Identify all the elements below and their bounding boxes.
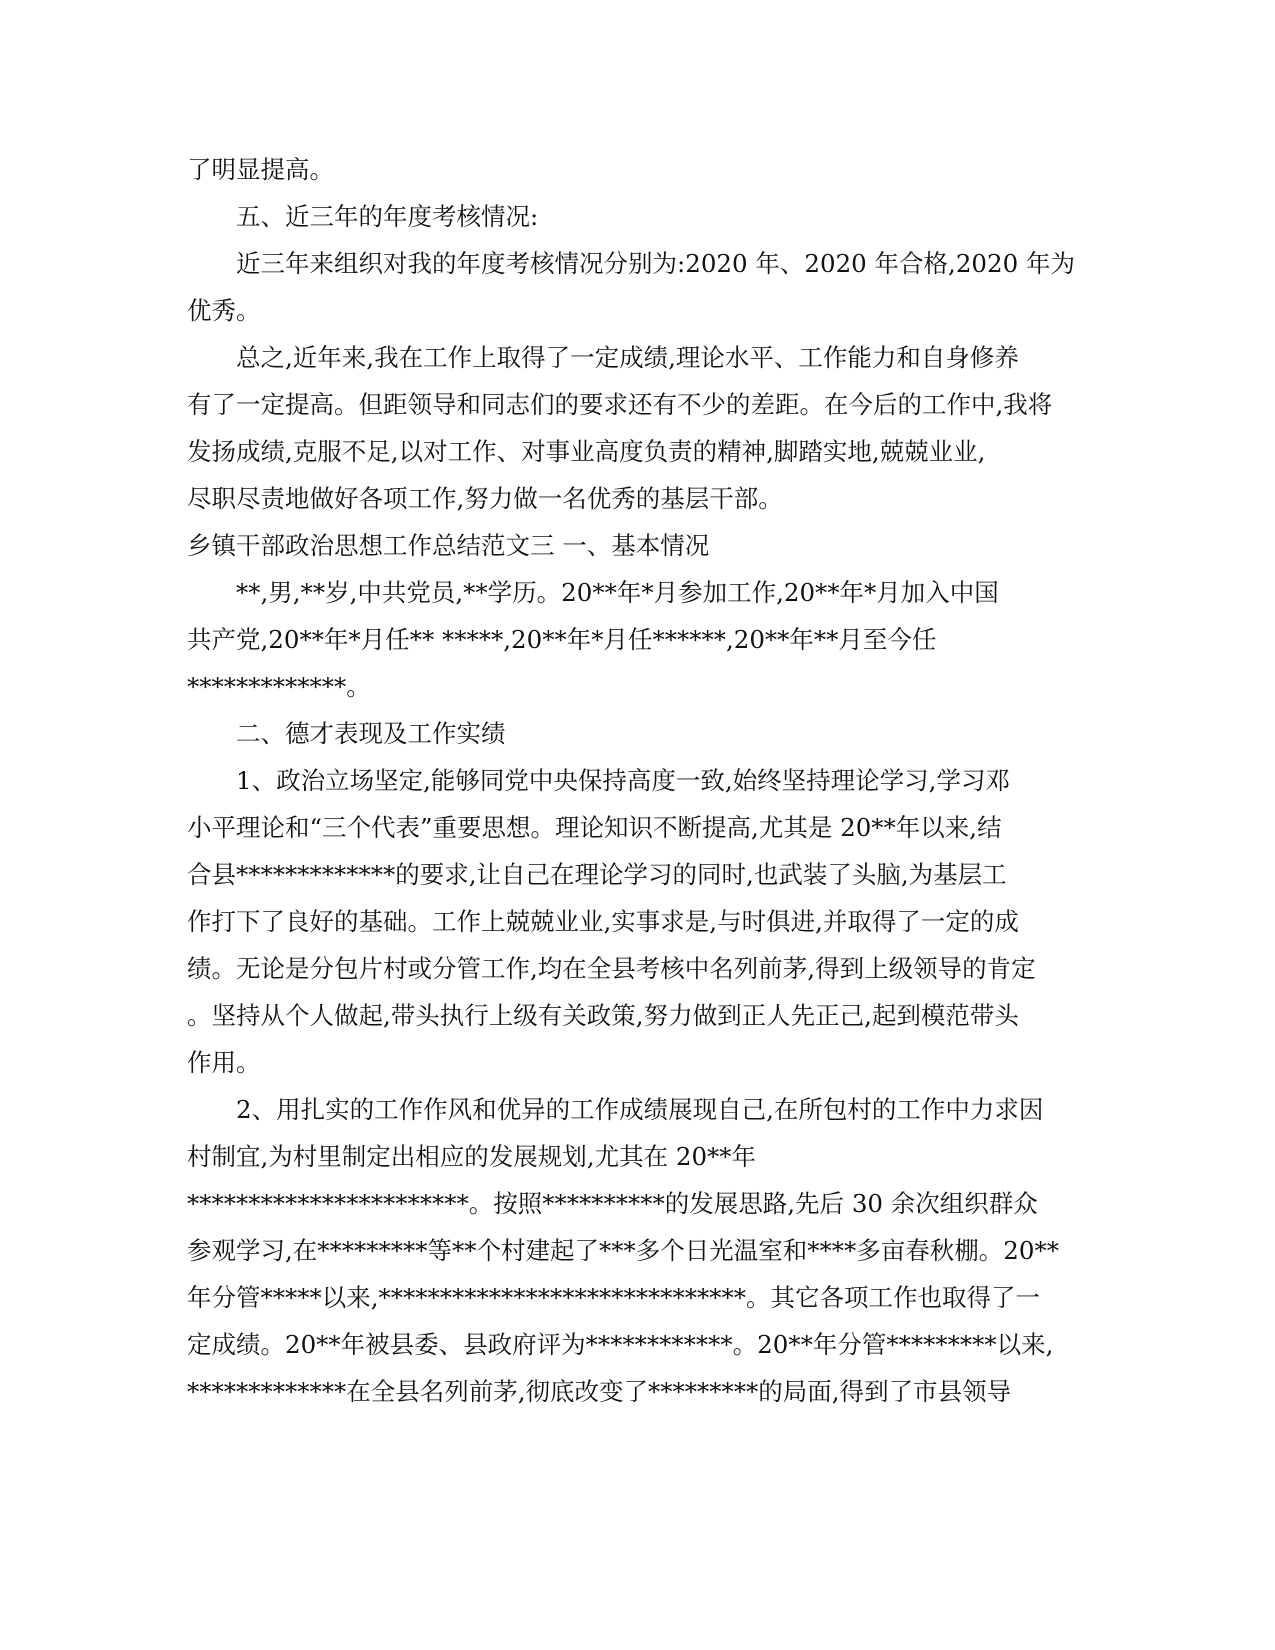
text-line: 村制宜,为村里制定出相应的发展规划,尤其在 20**年 bbox=[187, 1142, 757, 1171]
text-line: 年分管*****以来,******************************。其它各项工作也取得了一 bbox=[187, 1283, 1041, 1312]
text-line: *************在全县名列前茅,彻底改变了*********的局面,得到了市县领导 bbox=[187, 1377, 1012, 1406]
text-line: 参观学习,在*********等**个村建起了***多个日光温室和****多亩春秋棚。20** bbox=[187, 1236, 1059, 1265]
text-line: 共产党,20**年*月任** *****,20**年*月任******,20**年**月至今任 bbox=[187, 625, 937, 654]
text-line: 定成绩。20**年被县委、县政府评为************。20**年分管*********以来, bbox=[187, 1330, 1054, 1359]
text-line: 。坚持从个人做起,带头执行上级有关政策,努力做到正人先正己,起到模范带头 bbox=[187, 1001, 1019, 1030]
text-line: 优秀。 bbox=[187, 296, 261, 325]
text-line: 有了一定提高。但距领导和同志们的要求还有不少的差距。在今后的工作中,我将 bbox=[187, 390, 1053, 419]
text-line: 作用。 bbox=[187, 1048, 261, 1077]
text-line: **,男,**岁,中共党员,**学历。20**年*月参加工作,20**年*月加入中国 bbox=[236, 578, 999, 607]
text-line: *************。 bbox=[187, 672, 371, 701]
article-title: 乡镇干部政治思想工作总结范文三 一、基本情况 bbox=[187, 531, 710, 560]
text-line: 发扬成绩,克服不足,以对工作、对事业高度负责的精神,脚踏实地,兢兢业业, bbox=[187, 437, 986, 466]
text-line: 合县*************的要求,让自己在理论学习的同时,也武装了头脑,为基层工 bbox=[187, 860, 1007, 889]
section-heading: 二、德才表现及工作实绩 bbox=[236, 719, 506, 748]
text-line: 2、用扎实的工作作风和优异的工作成绩展现自己,在所包村的工作中力求因 bbox=[236, 1095, 1044, 1124]
text-line: 近三年来组织对我的年度考核情况分别为:2020 年、2020 年合格,2020 年为 bbox=[236, 249, 1075, 278]
text-line: 作打下了良好的基础。工作上兢兢业业,实事求是,与时俱进,并取得了一定的成 bbox=[187, 907, 1019, 936]
text-line: 总之,近年来,我在工作上取得了一定成绩,理论水平、工作能力和自身修养 bbox=[236, 343, 1019, 372]
text-line: 绩。无论是分包片村或分管工作,均在全县考核中名列前茅,得到上级领导的肯定 bbox=[187, 954, 1036, 983]
text-line: 尽职尽责地做好各项工作,努力做一名优秀的基层干部。 bbox=[187, 484, 783, 513]
text-line: 小平理论和“三个代表”重要思想。理论知识不断提高,尤其是 20**年以来,结 bbox=[187, 813, 1002, 842]
section-heading: 五、近三年的年度考核情况: bbox=[236, 202, 539, 231]
text-line: 1、政治立场坚定,能够同党中央保持高度一致,始终坚持理论学习,学习邓 bbox=[236, 766, 1010, 795]
text-line: 了明显提高。 bbox=[187, 155, 334, 184]
text-line: ***********************。按照**********的发展思路,先后 30 余次组织群众 bbox=[187, 1189, 1038, 1218]
